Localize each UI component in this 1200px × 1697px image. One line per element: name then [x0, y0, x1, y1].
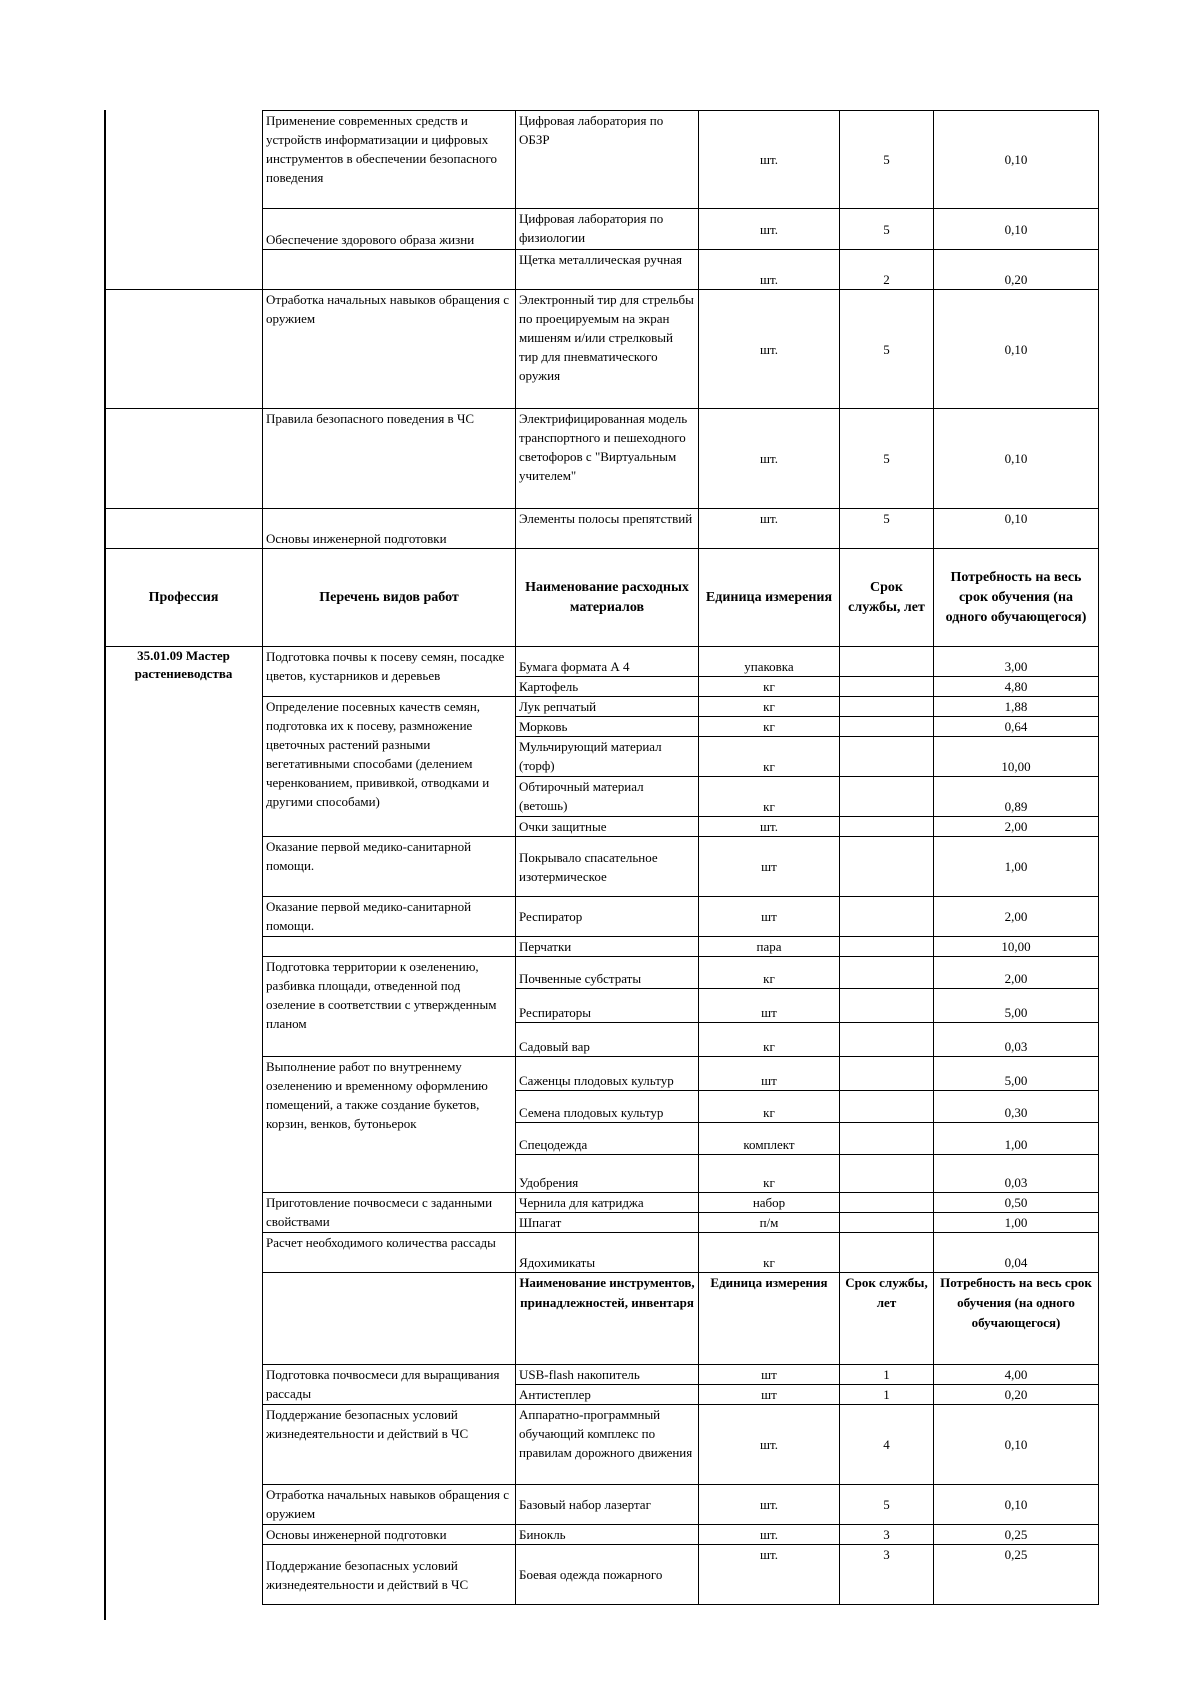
item-cell: Аппаратно-программный обучающий комплекс по правилам дорожного движения — [516, 1405, 699, 1485]
unit-cell: шт. — [699, 409, 840, 509]
item-cell: Шпагат — [516, 1213, 699, 1233]
item-cell: Респиратор — [516, 897, 699, 937]
profession-cell — [105, 209, 263, 250]
equipment-table — [104, 110, 1099, 1605]
item-cell: Мульчирующий материал (торф) — [516, 737, 699, 777]
table-row — [105, 409, 1099, 509]
profession-cell — [105, 509, 263, 549]
item-cell: Почвенные субстраты — [516, 957, 699, 989]
life-cell: 5 — [840, 1485, 934, 1525]
unit-cell: кг — [699, 697, 840, 717]
unit-cell: кг — [699, 1155, 840, 1193]
life-cell: 2 — [840, 250, 934, 290]
unit-cell: набор — [699, 1193, 840, 1213]
unit-cell: шт. — [699, 209, 840, 250]
item-cell: Электрифицированная модель транспортного и пешеходного светофоров с "Виртуальным учителем" — [516, 409, 699, 509]
unit-cell: кг — [699, 957, 840, 989]
unit-cell: шт — [699, 837, 840, 897]
work-cell: Поддержание безопасных условий жизнедеятельности и действий в ЧС — [263, 1405, 516, 1485]
unit-cell: п/м — [699, 1213, 840, 1233]
need-cell: 3,00 — [934, 647, 1099, 677]
life-cell — [840, 989, 934, 1023]
need-cell: 0,03 — [934, 1155, 1099, 1193]
work-cell — [263, 937, 516, 957]
work-cell: Определение посевных качеств семян, подготовка их к посеву, размножение цветочных растений разными вегетативными способами (делением черенкованием, прививкой, отводками и другими способами) — [263, 697, 516, 837]
need-cell: 2,00 — [934, 897, 1099, 937]
life-cell — [840, 677, 934, 697]
item-cell: Электронный тир для стрельбы по проецируемым на экран мишеням и/или стрелковый тир для пневматического оружия — [516, 290, 699, 409]
life-cell — [840, 837, 934, 897]
subheader-life: Срок службы, лет — [840, 1273, 934, 1365]
item-cell: Семена плодовых культур — [516, 1091, 699, 1123]
item-cell: Спецодежда — [516, 1123, 699, 1155]
unit-cell: шт — [699, 897, 840, 937]
header-materials: Наименование расходных материалов — [516, 549, 699, 647]
need-cell: 0,10 — [934, 509, 1099, 549]
subheader-works — [263, 1273, 516, 1365]
life-cell — [840, 697, 934, 717]
need-cell: 0,89 — [934, 777, 1099, 817]
life-cell: 5 — [840, 409, 934, 509]
table-row — [105, 111, 1099, 209]
life-cell — [840, 647, 934, 677]
need-cell: 1,00 — [934, 1123, 1099, 1155]
need-cell: 1,88 — [934, 697, 1099, 717]
item-cell: Чернила для катриджа — [516, 1193, 699, 1213]
unit-cell: кг — [699, 717, 840, 737]
item-cell: Перчатки — [516, 937, 699, 957]
need-cell: 0,20 — [934, 1385, 1099, 1405]
need-cell: 5,00 — [934, 1057, 1099, 1091]
life-cell — [840, 1091, 934, 1123]
unit-cell: кг — [699, 777, 840, 817]
item-cell: Ядохимикаты — [516, 1233, 699, 1273]
need-cell: 10,00 — [934, 937, 1099, 957]
header-works: Перечень видов работ — [263, 549, 516, 647]
work-cell: Отработка начальных навыков обращения с оружием — [263, 1485, 516, 1525]
item-cell: Покрывало спасательное изотермическое — [516, 837, 699, 897]
header-profession: Профессия — [105, 549, 263, 647]
table-row — [105, 509, 1099, 549]
need-cell: 2,00 — [934, 817, 1099, 837]
need-cell: 0,50 — [934, 1193, 1099, 1213]
work-cell: Отработка начальных навыков обращения с оружием — [263, 290, 516, 409]
life-cell: 5 — [840, 509, 934, 549]
header-unit: Единица измерения — [699, 549, 840, 647]
unit-cell: кг — [699, 677, 840, 697]
need-cell: 0,10 — [934, 1405, 1099, 1485]
unit-cell: пара — [699, 937, 840, 957]
subheader-items: Наименование инструментов, принадлежностей, инвентаря — [516, 1273, 699, 1365]
work-cell: Подготовка почвы к посеву семян, посадке цветов, кустарников и деревьев — [263, 647, 516, 697]
item-cell: Удобрения — [516, 1155, 699, 1193]
work-cell: Обеспечение здорового образа жизни — [263, 209, 516, 250]
life-cell: 5 — [840, 111, 934, 209]
life-cell — [840, 817, 934, 837]
unit-cell: шт — [699, 1385, 840, 1405]
item-cell: Саженцы плодовых культур — [516, 1057, 699, 1091]
profession-cell — [105, 290, 263, 409]
table-row — [105, 1545, 1099, 1605]
item-cell: Антистеплер — [516, 1385, 699, 1405]
life-cell: 1 — [840, 1365, 934, 1385]
work-cell: Основы инженерной подготовки — [263, 1525, 516, 1545]
life-cell: 3 — [840, 1545, 934, 1605]
profession-name: 35.01.09 Мастер растениеводства — [105, 647, 263, 1545]
unit-cell: шт — [699, 1057, 840, 1091]
unit-cell: кг — [699, 1091, 840, 1123]
need-cell: 1,00 — [934, 1213, 1099, 1233]
profession-cell — [105, 250, 263, 290]
item-cell: Цифровая лаборатория по ОБЗР — [516, 111, 699, 209]
profession-cell — [105, 1545, 263, 1605]
item-cell: Садовый вар — [516, 1023, 699, 1057]
work-cell: Выполнение работ по внутреннему озеленению и временному оформлению помещений, а также создание букетов, корзин, венков, бутоньерок — [263, 1057, 516, 1193]
document-sheet — [104, 110, 1098, 1605]
subheader-need: Потребность на весь срок обучения (на одного обучающегося) — [934, 1273, 1099, 1365]
item-cell: Боевая одежда пожарного — [516, 1545, 699, 1605]
life-cell — [840, 737, 934, 777]
item-cell: Картофель — [516, 677, 699, 697]
work-cell: Приготовление почвосмеси с заданными свойствами — [263, 1193, 516, 1233]
unit-cell: шт. — [699, 509, 840, 549]
life-cell — [840, 1233, 934, 1273]
life-cell — [840, 957, 934, 989]
table-header-row — [105, 549, 1099, 647]
item-cell: Бумага формата А 4 — [516, 647, 699, 677]
unit-cell: шт. — [699, 1545, 840, 1605]
need-cell: 0,10 — [934, 209, 1099, 250]
work-cell: Расчет необходимого количества рассады — [263, 1233, 516, 1273]
unit-cell: шт — [699, 989, 840, 1023]
need-cell: 0,20 — [934, 250, 1099, 290]
item-cell: USB-flash накопитель — [516, 1365, 699, 1385]
item-cell: Щетка металлическая ручная — [516, 250, 699, 290]
item-cell: Элементы полосы препятствий — [516, 509, 699, 549]
unit-cell: шт. — [699, 817, 840, 837]
work-cell: Оказание первой медико-санитарной помощи. — [263, 837, 516, 897]
work-cell — [263, 250, 516, 290]
need-cell: 0,25 — [934, 1545, 1099, 1605]
item-cell: Морковь — [516, 717, 699, 737]
unit-cell: кг — [699, 1233, 840, 1273]
unit-cell: кг — [699, 1023, 840, 1057]
table-row — [105, 647, 1099, 677]
header-need: Потребность на весь срок обучения (на одного обучающегося) — [934, 549, 1099, 647]
need-cell: 4,80 — [934, 677, 1099, 697]
life-cell — [840, 1023, 934, 1057]
unit-cell: шт. — [699, 1525, 840, 1545]
life-cell — [840, 897, 934, 937]
life-cell — [840, 1057, 934, 1091]
unit-cell: комплект — [699, 1123, 840, 1155]
life-cell — [840, 1193, 934, 1213]
need-cell: 0,03 — [934, 1023, 1099, 1057]
life-cell: 3 — [840, 1525, 934, 1545]
table-row — [105, 290, 1099, 409]
work-cell: Основы инженерной подготовки — [263, 509, 516, 549]
unit-cell: упаковка — [699, 647, 840, 677]
unit-cell: шт. — [699, 111, 840, 209]
profession-cell — [105, 409, 263, 509]
life-cell: 5 — [840, 209, 934, 250]
item-cell: Лук репчатый — [516, 697, 699, 717]
unit-cell: шт. — [699, 1405, 840, 1485]
item-cell: Бинокль — [516, 1525, 699, 1545]
unit-cell: кг — [699, 737, 840, 777]
need-cell: 0,10 — [934, 1485, 1099, 1525]
life-cell — [840, 777, 934, 817]
item-cell: Обтирочный материал (ветошь) — [516, 777, 699, 817]
item-cell: Респираторы — [516, 989, 699, 1023]
life-cell: 1 — [840, 1385, 934, 1405]
item-cell: Очки защитные — [516, 817, 699, 837]
life-cell — [840, 1123, 934, 1155]
need-cell: 0,10 — [934, 290, 1099, 409]
unit-cell: шт. — [699, 250, 840, 290]
table-row — [105, 209, 1099, 250]
item-cell: Цифровая лаборатория по физиологии — [516, 209, 699, 250]
work-cell: Оказание первой медико-санитарной помощи. — [263, 897, 516, 937]
work-cell: Применение современных средств и устройств информатизации и цифровых инструментов в обеспечении безопасного поведения — [263, 111, 516, 209]
life-cell: 5 — [840, 290, 934, 409]
life-cell: 4 — [840, 1405, 934, 1485]
life-cell — [840, 937, 934, 957]
need-cell: 2,00 — [934, 957, 1099, 989]
work-cell: Правила безопасного поведения в ЧС — [263, 409, 516, 509]
header-life: Срок службы, лет — [840, 549, 934, 647]
life-cell — [840, 1213, 934, 1233]
unit-cell: шт. — [699, 1485, 840, 1525]
need-cell: 0,10 — [934, 409, 1099, 509]
need-cell: 0,10 — [934, 111, 1099, 209]
need-cell: 4,00 — [934, 1365, 1099, 1385]
profession-cell — [105, 111, 263, 209]
unit-cell: шт — [699, 1365, 840, 1385]
work-cell: Поддержание безопасных условий жизнедеятельности и действий в ЧС — [263, 1545, 516, 1605]
work-cell: Подготовка почвосмеси для выращивания рассады — [263, 1365, 516, 1405]
need-cell: 1,00 — [934, 837, 1099, 897]
need-cell: 0,64 — [934, 717, 1099, 737]
unit-cell: шт. — [699, 290, 840, 409]
need-cell: 10,00 — [934, 737, 1099, 777]
table-row — [105, 250, 1099, 290]
item-cell: Базовый набор лазертаг — [516, 1485, 699, 1525]
life-cell — [840, 717, 934, 737]
work-cell: Подготовка территории к озеленению, разбивка площади, отведенной под озеление в соответствии с утвержденным планом — [263, 957, 516, 1057]
subheader-unit: Единица измерения — [699, 1273, 840, 1365]
life-cell — [840, 1155, 934, 1193]
need-cell: 0,30 — [934, 1091, 1099, 1123]
need-cell: 0,04 — [934, 1233, 1099, 1273]
need-cell: 0,25 — [934, 1525, 1099, 1545]
need-cell: 5,00 — [934, 989, 1099, 1023]
